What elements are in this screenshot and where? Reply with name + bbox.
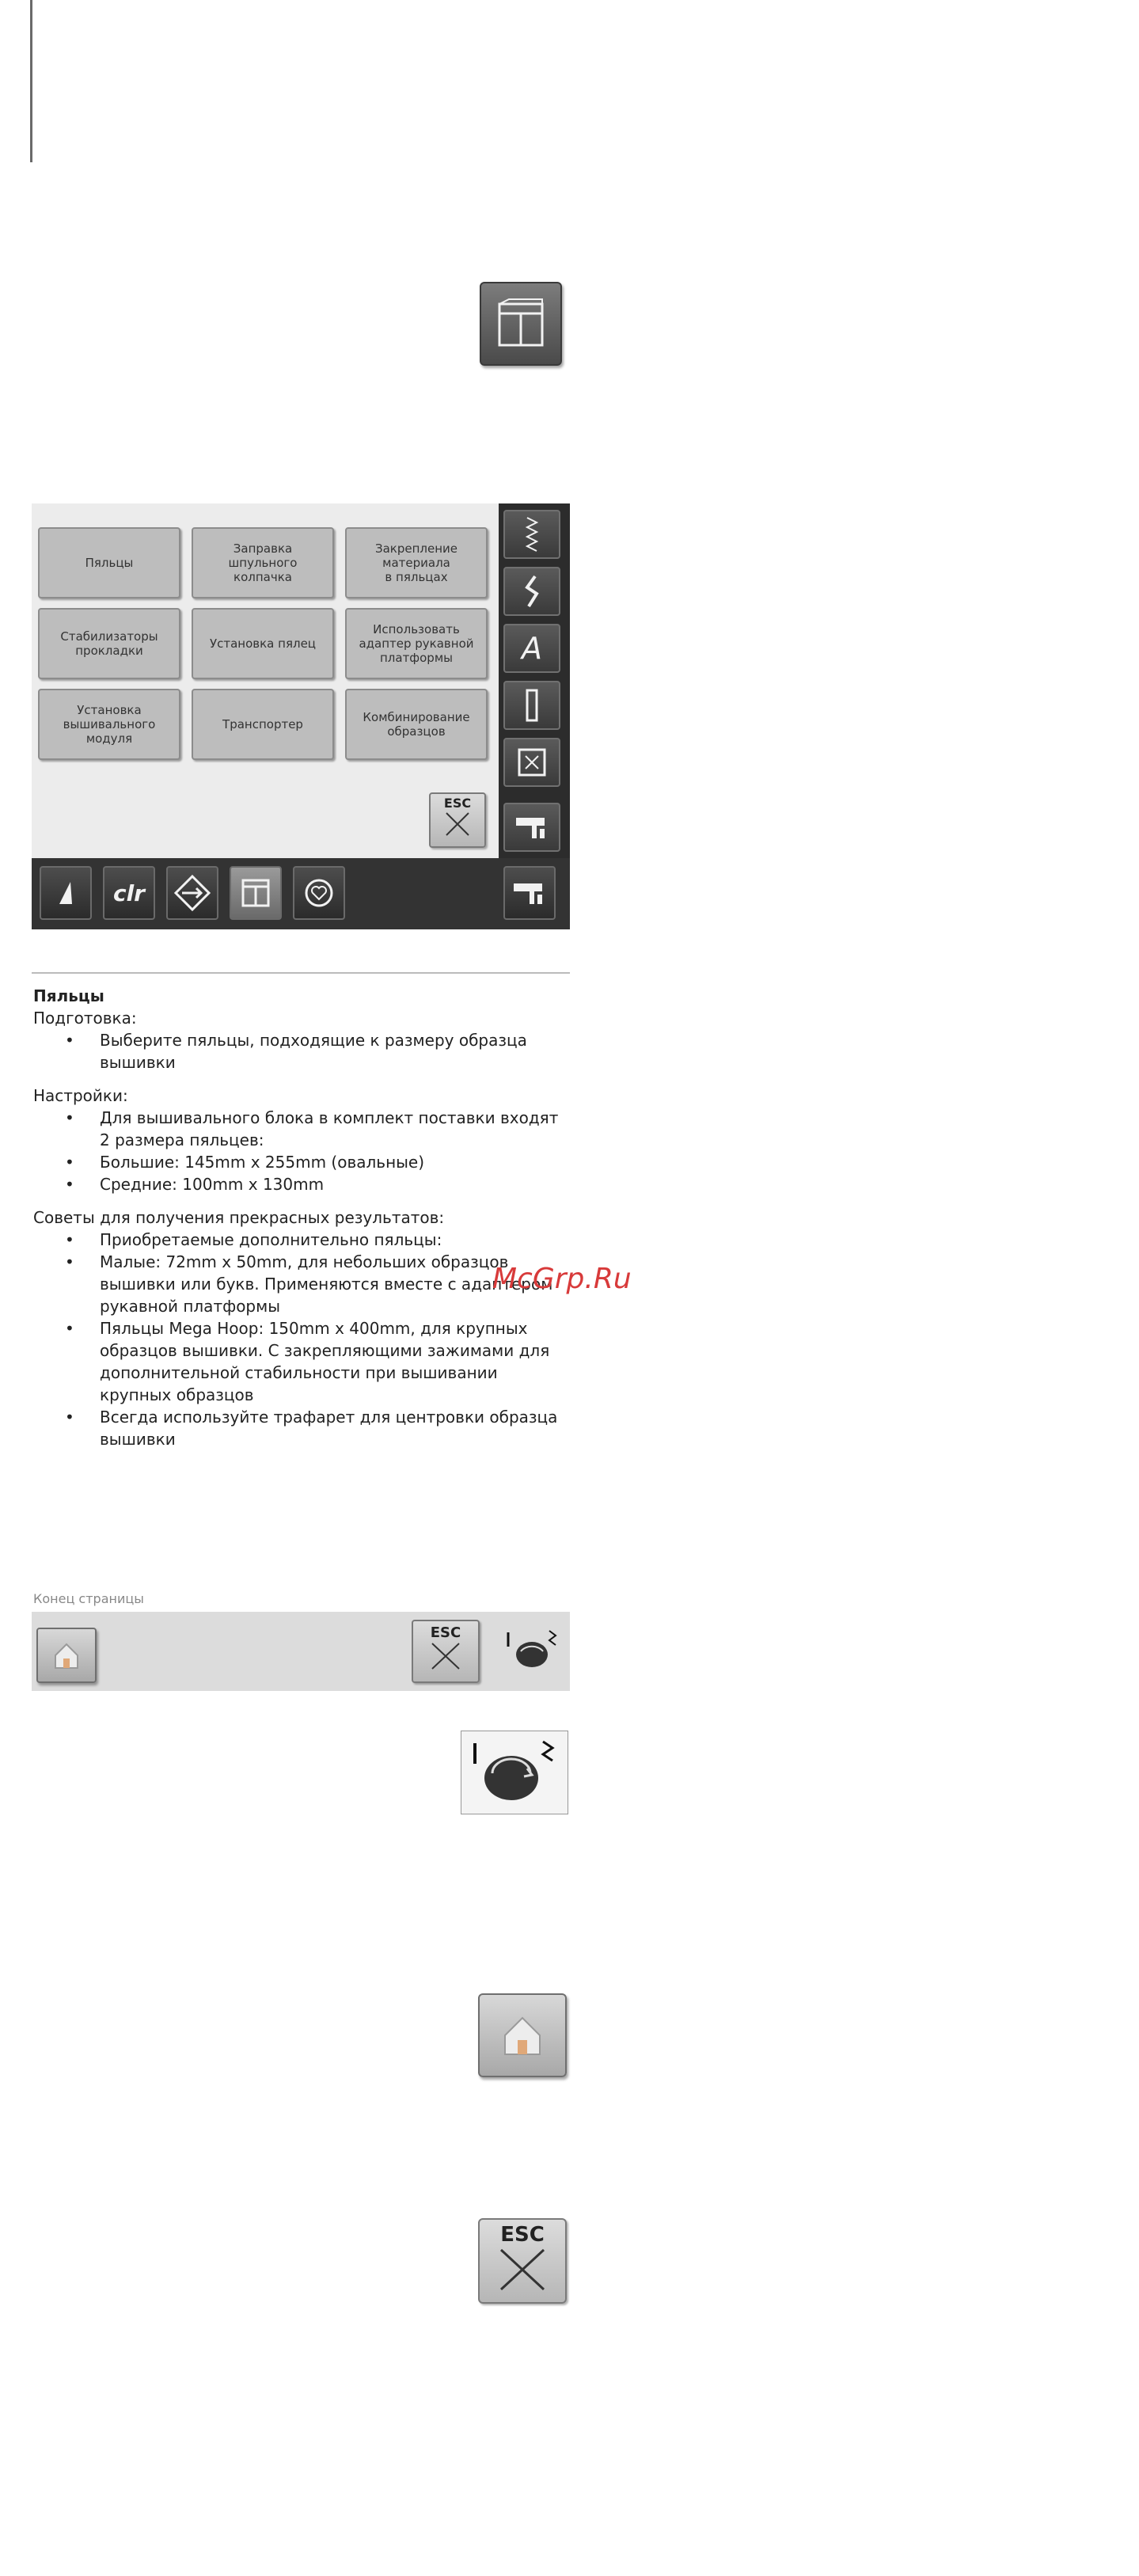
list-item: • Всегда используйте трафарет для центровки образца вышивки: [100, 1406, 568, 1450]
section-tips: Советы для получения прекрасных результатов:: [33, 1208, 445, 1227]
help-text-screen: [32, 972, 570, 1691]
sidebar-embroidery-button[interactable]: [503, 738, 560, 787]
list-item: • Пяльцы Mega Hoop: 150mm x 400mm, для крупных образцов вышивки. С закрепляющими зажимами для дополнительной стабильности при вышивании крупных образцов: [100, 1317, 568, 1406]
home-button[interactable]: [36, 1628, 97, 1683]
close-icon: [442, 810, 473, 838]
topic-hoops-button[interactable]: Пяльцы: [38, 527, 180, 598]
sidebar-buttonhole-button[interactable]: [503, 681, 560, 730]
topic-feed-dog-button[interactable]: Транспортер: [192, 689, 334, 760]
bottom-sewing-mode-button[interactable]: [503, 866, 556, 920]
bottom-help-button[interactable]: [230, 866, 282, 920]
tips-list: [33, 1229, 568, 1450]
end-of-page-label: Конец страницы: [33, 1591, 144, 1606]
hoop-rotate-icon: [467, 1737, 562, 1808]
topic-stabilizers-button[interactable]: Стабилизаторы прокладки: [38, 608, 180, 679]
sewing-machine-icon: [513, 811, 551, 843]
topic-combine-designs-button[interactable]: Комбинирование образцов: [345, 689, 488, 760]
help-book-icon-button[interactable]: [480, 282, 562, 366]
help-book-icon: [493, 296, 549, 351]
sewing-machine-icon: [511, 877, 549, 909]
close-icon: [427, 1640, 464, 1672]
home-icon-button[interactable]: [478, 1993, 567, 2077]
margin-line: [30, 0, 32, 162]
home-icon: [51, 1639, 82, 1671]
list-item: • Выберите пяльцы, подходящие к размеру образца вышивки: [100, 1029, 568, 1073]
zigzag-stitch-icon: [516, 515, 548, 554]
sidebar-sewing-mode-button[interactable]: [503, 803, 560, 852]
right-sidebar: [499, 503, 570, 858]
list-item: • Средние: 100mm x 130mm: [100, 1173, 568, 1195]
settings-list: [33, 1107, 568, 1195]
help-title: Пяльцы: [33, 986, 104, 1005]
sidebar-zigzag-button[interactable]: [503, 510, 560, 559]
list-item: • Приобретаемые дополнительно пяльцы:: [100, 1229, 568, 1251]
sidebar-decorative-stitch-button[interactable]: [503, 567, 560, 616]
bottom-clr-button[interactable]: clr: [103, 866, 155, 920]
decorative-stitch-icon: [516, 572, 548, 611]
bottom-setup-button[interactable]: [40, 866, 92, 920]
help-topics-grid: [38, 527, 495, 760]
help-book-icon: [238, 876, 273, 910]
topic-embroidery-module-button[interactable]: Установка вышивального модуля: [38, 689, 180, 760]
close-icon: [495, 2245, 550, 2293]
tutorial-diamond-icon: [173, 873, 212, 913]
hoop-change-icon-button[interactable]: [461, 1731, 568, 1814]
list-item: • Большие: 145mm x 255mm (овальные): [100, 1151, 568, 1173]
esc-button[interactable]: ESC: [412, 1620, 480, 1683]
section-settings: Настройки:: [33, 1086, 128, 1105]
hoop-rotate-icon: [502, 1628, 562, 1675]
bottom-bar: [32, 858, 570, 929]
sidebar-alphabet-button[interactable]: A: [503, 624, 560, 673]
eco-heart-icon: [302, 876, 336, 910]
topic-bobbin-case-button[interactable]: Заправка шпульного колпачка: [192, 527, 334, 598]
help-bottom-bar: [32, 1612, 570, 1691]
list-item: • Малые: 72mm x 50mm, для небольших образцов вышивки или букв. Применяются вместе с адаптером рукавной платформы: [100, 1251, 568, 1317]
esc-icon-button[interactable]: ESC: [478, 2218, 567, 2304]
help-content: [33, 985, 568, 1461]
watermark: McGrp.Ru: [492, 1263, 632, 1295]
needle-icon: [50, 877, 82, 909]
section-preparation: Подготовка:: [33, 1009, 137, 1028]
bottom-eco-button[interactable]: [293, 866, 345, 920]
hoop-change-button[interactable]: [499, 1620, 565, 1683]
topic-attach-hoop-button[interactable]: Установка пялец: [192, 608, 334, 679]
buttonhole-icon: [516, 686, 548, 725]
help-menu-screen: [32, 503, 570, 929]
home-icon: [499, 2012, 546, 2059]
topic-free-arm-adapter-button[interactable]: Использовать адаптер рукавной платформы: [345, 608, 488, 679]
esc-button[interactable]: ESC: [429, 792, 486, 848]
preparation-list: [33, 1029, 568, 1073]
topic-fabric-hooping-button[interactable]: Закрепление материала в пяльцах: [345, 527, 488, 598]
divider: [32, 972, 570, 974]
bottom-tutorial-button[interactable]: [166, 866, 218, 920]
list-item: • Для вышивального блока в комплект поставки входят 2 размера пяльцев:: [100, 1107, 568, 1151]
embroidery-hoop-icon: [514, 745, 549, 780]
